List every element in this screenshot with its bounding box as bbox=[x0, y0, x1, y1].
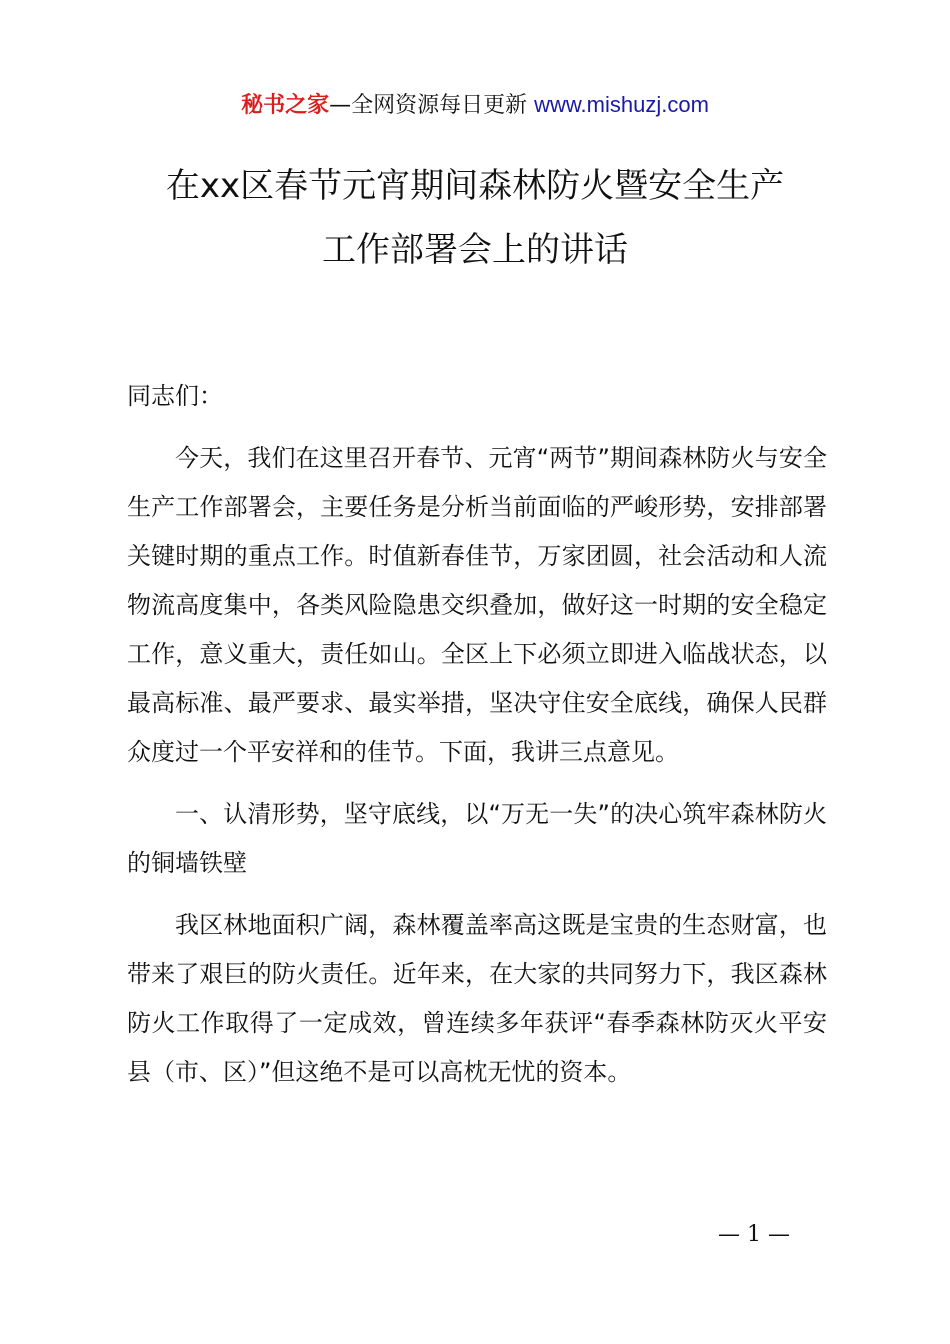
title-line-1: 在xx区春节元宵期间森林防火暨安全生产 bbox=[165, 166, 785, 206]
header-slogan: —全网资源每日更新 bbox=[329, 93, 528, 118]
brand-name: 秘书之家 bbox=[241, 93, 330, 118]
salutation: 同志们： bbox=[127, 382, 223, 410]
site-header bbox=[0, 88, 950, 123]
page-number: — 1 — bbox=[718, 1222, 790, 1247]
document-title bbox=[100, 154, 850, 282]
site-url[interactable]: www.mishuzj.com bbox=[534, 92, 709, 117]
section-heading-1: 一、认清形势，坚守底线，以“万无一失”的决心筑牢森林防火的铜墙铁壁 bbox=[127, 800, 827, 877]
paragraph-intro: 今天，我们在这里召开春节、元宵“两节”期间森林防火与安全生产工作部署会，主要任务是分析当前面临的严峻形势，安排部署关键时期的重点工作。时值新春佳节，万家团圆，社会活动和人流物流高度集中，各类风险隐患交织叠加，做好这一时期的安全稳定工作，意义重大，责任如山。全区上下必须立即进入临战状态，以最高标准、最严要求、最实举措，坚决守住安全底线，确保人民群众度过一个平安祥和的佳节。下面，我讲三点意见。 bbox=[127, 444, 827, 766]
paragraph-section-1: 我区林地面积广阔，森林覆盖率高这既是宝贵的生态财富，也带来了艰巨的防火责任。近年来，在大家的共同努力下，我区森林防火工作取得了一定成效，曾连续多年获评“春季森林防灭火平安县（市、区）”但这绝不是可以高枕无忧的资本。 bbox=[127, 911, 827, 1086]
title-line-2: 工作部署会上的讲话 bbox=[322, 230, 628, 270]
document-body bbox=[127, 372, 827, 1110]
